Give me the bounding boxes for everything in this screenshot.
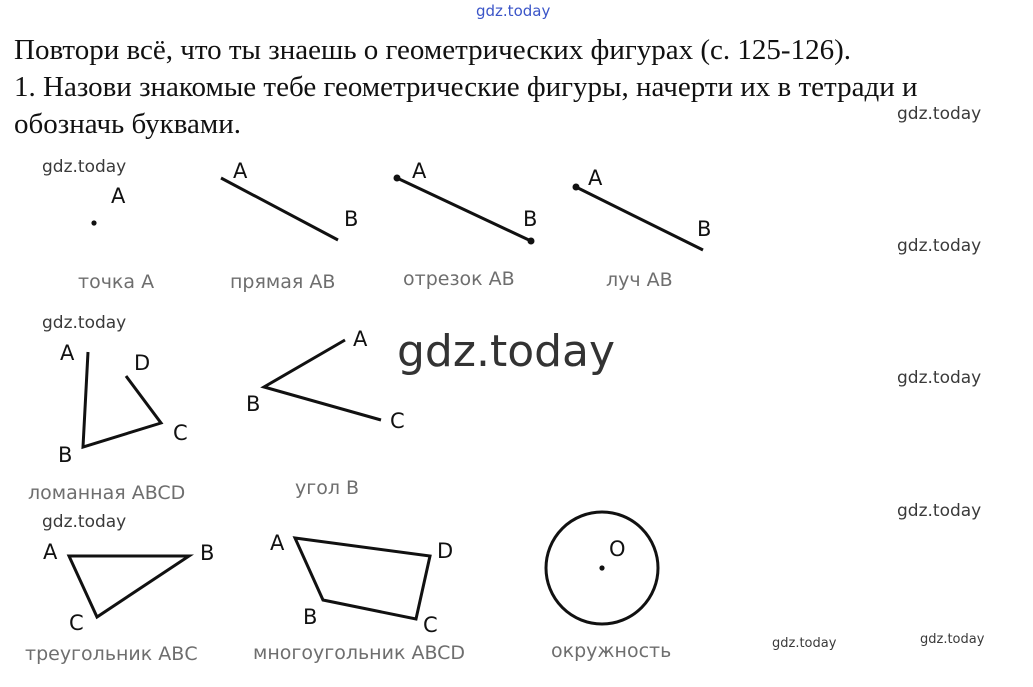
figure-polygon: [270, 531, 453, 637]
caption-ray: луч АВ: [606, 269, 673, 291]
figure-point: [91, 184, 126, 226]
figure-segment: [394, 159, 538, 245]
polyline-label-d: D: [134, 351, 151, 375]
task-instruction-line-1: 1. Назови знакомые тебе геометрические фигуры, начерти их в тетради и: [14, 71, 918, 103]
caption-line: прямая АВ: [230, 271, 336, 293]
polyline-label-b: В: [58, 443, 73, 467]
figure-angle: [246, 327, 405, 433]
figure-line: [221, 159, 358, 240]
point-mark: [91, 220, 96, 225]
segment-end-a: [394, 175, 401, 182]
line-mark: [221, 178, 338, 240]
angle-label-a: А: [353, 327, 368, 351]
polygon-label-b: В: [303, 605, 318, 629]
caption-polygon: многоугольник ABCD: [253, 642, 466, 664]
watermark: gdz.today: [42, 512, 127, 532]
segment-label-a: А: [412, 159, 427, 183]
caption-segment: отрезок АВ: [403, 268, 515, 290]
watermark: gdz.today: [42, 157, 127, 177]
line-label-b: В: [344, 207, 359, 231]
watermark: gdz.today: [897, 104, 982, 124]
task-title: Повтори всё, что ты знаешь о геометрических фигурах (с. 125-126).: [14, 34, 851, 66]
ray-mark: [576, 187, 703, 250]
watermark: gdz.today: [897, 501, 982, 521]
triangle-label-b: В: [200, 541, 215, 565]
task-instruction-line-2: обозначь буквами.: [14, 108, 242, 140]
polygon-label-c: С: [423, 613, 438, 637]
figure-polyline: [58, 341, 188, 467]
ray-label-b: В: [697, 217, 712, 241]
polyline-label-c: С: [173, 421, 188, 445]
line-label-a: А: [233, 159, 248, 183]
caption-polyline: ломанная ABCD: [28, 482, 186, 504]
watermark-large: gdz.today: [397, 326, 616, 377]
circle-center: [599, 565, 604, 570]
triangle-label-c: С: [69, 611, 84, 635]
watermark-top: gdz.today: [476, 2, 551, 20]
angle-mark: [264, 340, 381, 420]
triangle-mark: [69, 556, 189, 617]
polygon-label-a: А: [270, 531, 285, 555]
segment-end-b: [528, 238, 535, 245]
triangle-label-a: А: [43, 540, 58, 564]
segment-label-b: В: [523, 207, 538, 231]
angle-label-b: В: [246, 392, 261, 416]
segment-mark: [397, 178, 531, 241]
figure-triangle: [43, 540, 214, 635]
figure-circle: [546, 512, 658, 624]
figure-ray: [573, 166, 712, 250]
point-label-a: А: [111, 184, 126, 208]
watermark: gdz.today: [920, 632, 985, 647]
caption-point: точка А: [78, 271, 155, 293]
polygon-label-d: D: [437, 539, 454, 563]
watermark: gdz.today: [897, 368, 982, 388]
polyline-label-a: А: [60, 341, 75, 365]
watermark: gdz.today: [42, 313, 127, 333]
caption-angle: угол В: [295, 477, 360, 499]
angle-label-c: С: [390, 409, 405, 433]
ray-label-a: А: [588, 166, 603, 190]
caption-circle: окружность: [551, 640, 672, 662]
watermark: gdz.today: [897, 236, 982, 256]
caption-triangle: треугольник АВС: [25, 643, 198, 665]
ray-origin: [573, 184, 580, 191]
watermark: gdz.today: [772, 636, 837, 651]
circle-label-o: О: [609, 537, 626, 561]
